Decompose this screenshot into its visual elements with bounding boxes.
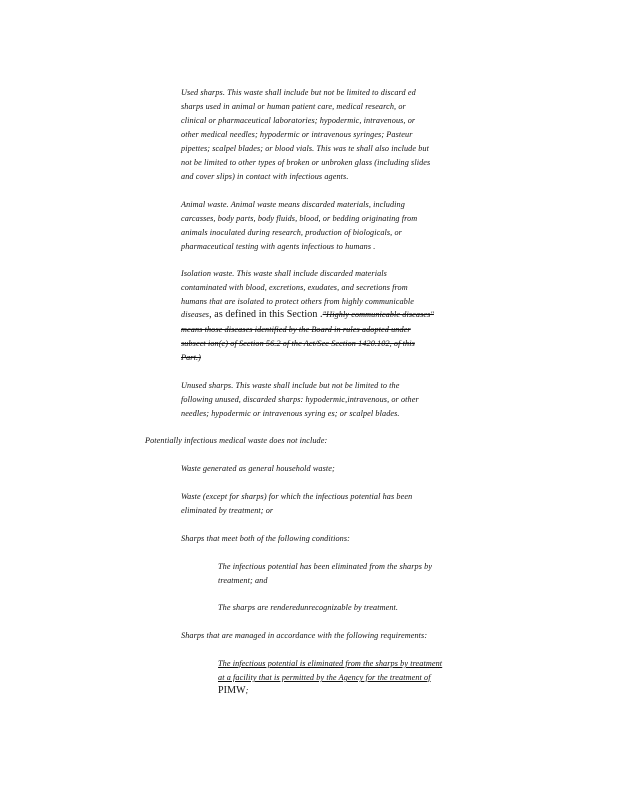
text-line: and cover slips) in contact with infectious agents.: [181, 172, 349, 181]
text-line: pharmaceutical testing with agents infectious to humans .: [181, 242, 376, 251]
text-line: Waste generated as general household waste;: [181, 464, 335, 473]
text-line: Used sharps. This waste shall include but not be limited to discard ed: [181, 88, 416, 97]
text-line: Animal waste. Animal waste means discarded materials, including: [181, 200, 405, 209]
text-line: sharps used in animal or human patient care, medical research, or: [181, 102, 406, 111]
text-line: Sharps that are managed in accordance with the following requirements:: [181, 631, 428, 640]
text-line: humans that are isolated to protect others from highly communicable: [181, 297, 414, 306]
inserted-text: ;: [245, 686, 249, 695]
deleted-text: "Highly communicable diseases": [322, 310, 434, 319]
text-line: contaminated with blood, excretions, exudates, and secretions from: [181, 283, 408, 292]
deleted-text-line: subsect ion(c) of Section 56.2 of the Act/Sec Section 1420.102, of this: [181, 339, 415, 348]
inserted-text: PIMW: [218, 685, 246, 696]
text-line: eliminated by treatment; or: [181, 506, 274, 515]
text-line: needles; hypodermic or intravenous syring es; or scalpel blades.: [181, 409, 400, 418]
text-line: The infectious potential has been eliminated from the sharps by: [218, 562, 433, 571]
text-line: treatment; and: [218, 576, 268, 585]
inserted-text: diseases: [181, 310, 210, 319]
inserted-text-line: [218, 685, 248, 696]
text-line: animals inoculated during research, production of biologicals, or: [181, 228, 402, 237]
inserted-text: , as defined in this Section .: [209, 309, 323, 320]
text-line-mixed: [181, 309, 434, 320]
inserted-text-line: at a facility that is permitted by the Agency for the treatment of: [218, 673, 431, 682]
text-line: carcasses, body parts, body fluids, blood, or bedding originating from: [181, 214, 418, 223]
text-line: Waste (except for sharps) for which the infectious potential has been: [181, 492, 413, 501]
text-line: The sharps are renderedunrecognizable by treatment.: [218, 603, 399, 612]
deleted-text-line: means those diseases identified by the Board in rules adopted under: [181, 325, 411, 334]
text-line: Isolation waste. This waste shall include discarded materials: [181, 269, 387, 278]
text-line: Potentially infectious medical waste does not include:: [145, 436, 328, 445]
text-line: clinical or pharmaceutical laboratories; hypodermic, intravenous, or: [181, 116, 416, 125]
text-line: following unused, discarded sharps: hypodermic,intravenous, or other: [181, 395, 419, 404]
text-line: not be limited to other types of broken or unbroken glass (including slides: [181, 158, 431, 167]
inserted-text-line: The infectious potential is eliminated from the sharps by treatment: [218, 659, 443, 668]
text-line: Unused sharps. This waste shall include but not be limited to the: [181, 381, 400, 390]
text-line: other medical needles; hypodermic or intravenous syringes; Pasteur: [181, 130, 413, 139]
text-line: pipettes; scalpel blades; or blood vials. This was te shall also include but: [181, 144, 429, 153]
text-line: Sharps that meet both of the following conditions:: [181, 534, 350, 543]
deleted-text-line: Part.): [181, 353, 201, 362]
